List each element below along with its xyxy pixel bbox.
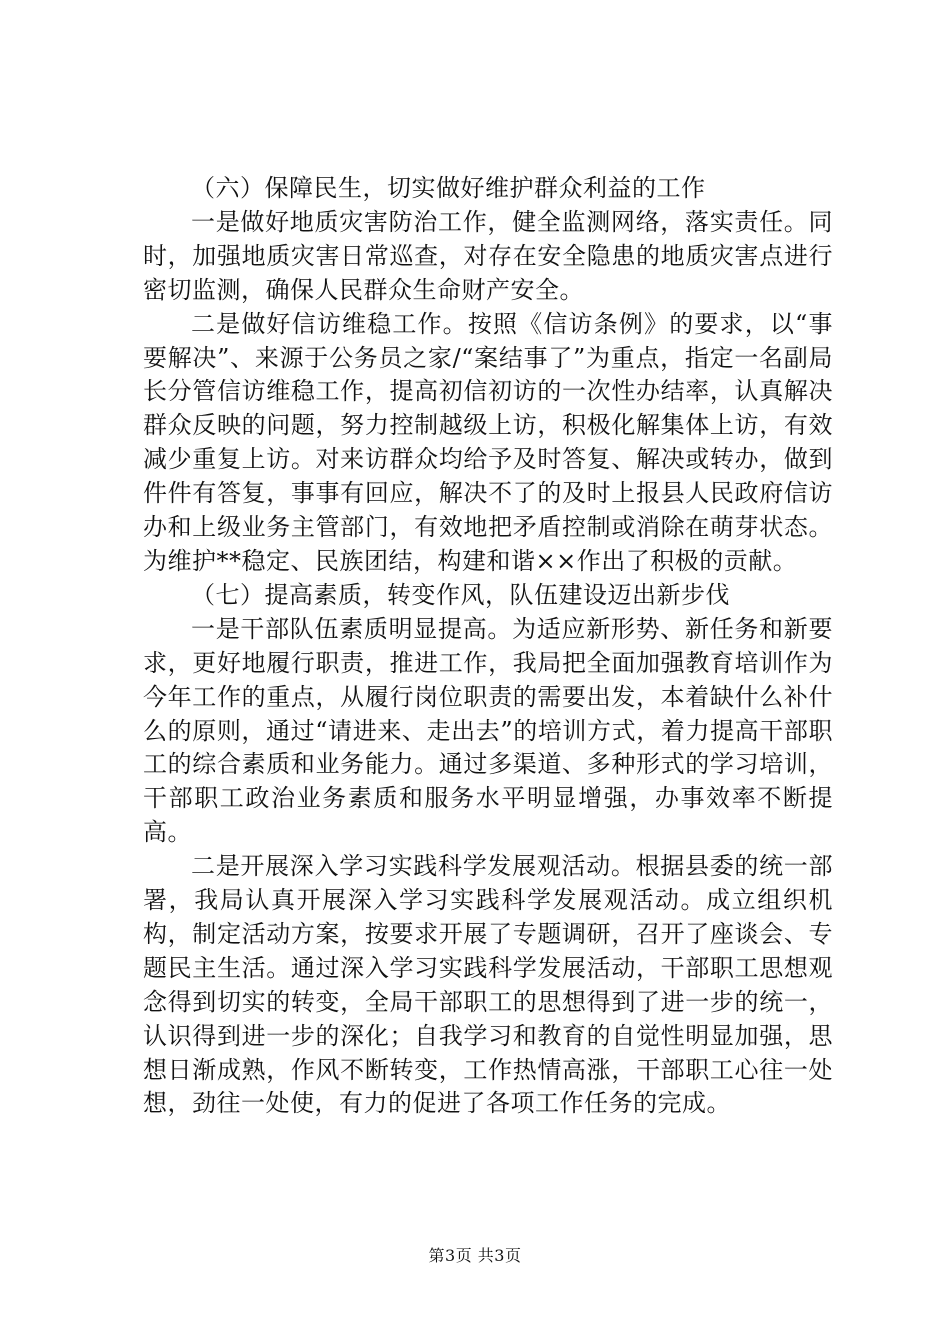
paragraph-geologic-disaster: 一是做好地质灾害防治工作，健全监测网络，落实责任。同时，加强地质灾害日常巡查，对存在安全隐患的地质灾害点进行密切监测，确保人民群众生命财产安全。 [143,207,833,304]
page-number: 第3页 共3页 [428,1246,522,1265]
paragraph-scientific-development: 二是开展深入学习实践科学发展观活动。根据县委的统一部署，我局认真开展深入学习实践科学发展观活动。成立组织机构，制定活动方案，按要求开展了专题调研，召开了座谈会、专题民主生活。通过深入学习实践科学发展活动，干部职工思想观念得到切实的转变，全局干部职工的思想得到了进一步的统一，认识得到进一步的深化；自我学习和教育的自觉性明显加强，思想日渐成熟，作风不断转变，工作热情高涨，干部职工心往一处想，劲往一处使，有力的促进了各项工作任务的完成。 [143,852,833,1118]
paragraph-petition-stability: 二是做好信访维稳工作。按照《信访条例》的要求，以“事要解决”、来源于公务员之家/“案结事了”为重点，指定一名副局长分管信访维稳工作，提高初信初访的一次性办结率，认真解决群众反映的问题，努力控制越级上访，积极化解集体上访，有效减少重复上访。对来访群众均给予及时答复、解决或转办，做到件件有答复，事事有回应，解决不了的及时上报县人民政府信访办和上级业务主管部门，有效地把矛盾控制或消除在萌芽状态。为维护**稳定、民族团结，构建和谐××作出了积极的贡献。 [143,309,833,575]
section-heading-six: （六）保障民生，切实做好维护群众利益的工作 [191,174,706,202]
section-heading-seven: （七）提高素质，转变作风，队伍建设迈出新步伐 [191,580,730,609]
paragraph-cadre-quality: 一是干部队伍素质明显提高。为适应新形势、新任务和新要求，更好地履行职责，推进工作，我局把全面加强教育培训作为今年工作的重点，从履行岗位职责的需要出发，本着缺什么补什么的原则，通过“请进来、走出去”的培训方式，着力提高干部职工的综合素质和业务能力。通过多渠道、多种形式的学习培训，干部职工政治业务素质和服务水平明显增强，办事效率不断提高。 [143,614,833,847]
document-body [143,172,833,1121]
page-footer [0,1243,950,1266]
